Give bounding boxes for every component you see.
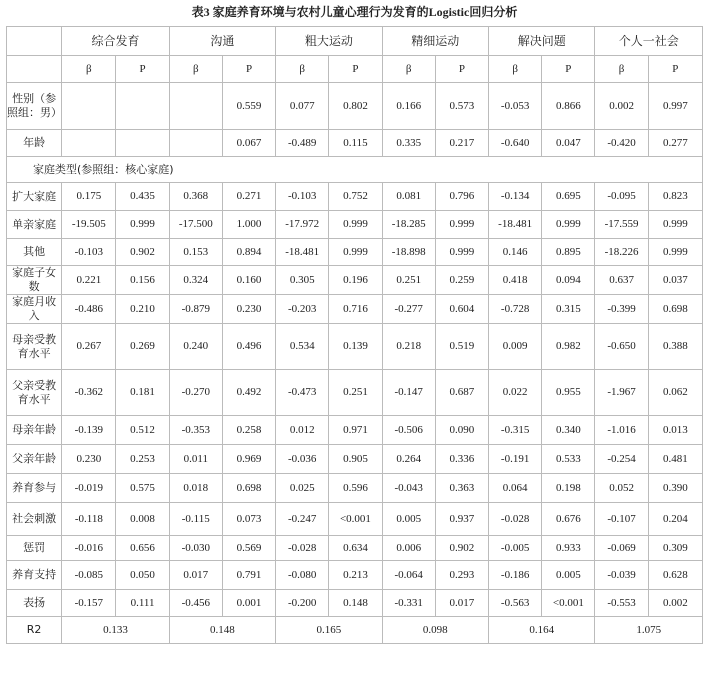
value-cell: 0.955 (542, 370, 595, 416)
value-cell: -0.203 (276, 295, 329, 324)
value-cell: -0.069 (595, 536, 648, 561)
value-cell: 0.230 (222, 295, 275, 324)
value-cell: -0.331 (382, 590, 435, 617)
value-cell (169, 130, 222, 157)
value-cell: <0.001 (329, 503, 382, 536)
value-cell: 0.390 (648, 474, 702, 503)
value-cell: 0.573 (435, 83, 488, 130)
value-cell: 0.534 (276, 324, 329, 370)
row-label: 养育参与 (7, 474, 62, 503)
value-cell: 0.999 (542, 211, 595, 239)
value-cell: 0.050 (116, 561, 169, 590)
value-cell: 0.081 (382, 183, 435, 211)
r2-value: 0.148 (169, 617, 275, 644)
value-cell: 0.698 (648, 295, 702, 324)
value-cell: 0.905 (329, 445, 382, 474)
table-row (7, 324, 703, 370)
row-label: 其他 (7, 239, 62, 266)
subheader-cell: β (62, 56, 116, 83)
value-cell: 0.269 (116, 324, 169, 370)
value-cell: -17.559 (595, 211, 648, 239)
value-cell: 0.315 (542, 295, 595, 324)
value-cell: 0.258 (222, 416, 275, 445)
value-cell: 0.895 (542, 239, 595, 266)
value-cell: 0.933 (542, 536, 595, 561)
value-cell: 0.253 (116, 445, 169, 474)
value-cell: -1.967 (595, 370, 648, 416)
subheader-cell: P (648, 56, 702, 83)
value-cell: -18.481 (489, 211, 542, 239)
value-cell: -0.103 (62, 239, 116, 266)
value-cell: 0.160 (222, 266, 275, 295)
value-cell: -0.134 (489, 183, 542, 211)
value-cell: -0.043 (382, 474, 435, 503)
value-cell: 0.006 (382, 536, 435, 561)
value-cell: 0.230 (62, 445, 116, 474)
value-cell: 0.791 (222, 561, 275, 590)
value-cell: -1.016 (595, 416, 648, 445)
value-cell: 0.496 (222, 324, 275, 370)
r2-value: 0.098 (382, 617, 488, 644)
value-cell: -0.506 (382, 416, 435, 445)
r2-value: 1.075 (595, 617, 703, 644)
table-row (7, 239, 703, 266)
subheader-cell: P (435, 56, 488, 83)
value-cell: 0.435 (116, 183, 169, 211)
r2-value: 0.164 (489, 617, 595, 644)
value-cell: 0.999 (116, 211, 169, 239)
value-cell: -0.277 (382, 295, 435, 324)
value-cell: -0.036 (276, 445, 329, 474)
value-cell: 0.139 (329, 324, 382, 370)
value-cell: -0.085 (62, 561, 116, 590)
value-cell: 0.628 (648, 561, 702, 590)
value-cell: 0.575 (116, 474, 169, 503)
row-label: 母亲年龄 (7, 416, 62, 445)
table-row (7, 474, 703, 503)
value-cell: -0.028 (276, 536, 329, 561)
value-cell: -19.505 (62, 211, 116, 239)
value-cell: 0.596 (329, 474, 382, 503)
regression-table (6, 26, 703, 644)
value-cell: -0.420 (595, 130, 648, 157)
table-row (7, 590, 703, 617)
value-cell: -0.186 (489, 561, 542, 590)
value-cell: 0.324 (169, 266, 222, 295)
value-cell: 0.363 (435, 474, 488, 503)
value-cell: -0.486 (62, 295, 116, 324)
value-cell: 0.115 (329, 130, 382, 157)
value-cell: -0.247 (276, 503, 329, 536)
table-row (7, 295, 703, 324)
table-row (7, 536, 703, 561)
group-header: 粗大运动 (276, 27, 382, 56)
value-cell: 0.695 (542, 183, 595, 211)
value-cell: -0.118 (62, 503, 116, 536)
table-row (7, 83, 703, 130)
value-cell: -0.728 (489, 295, 542, 324)
value-cell: 0.217 (435, 130, 488, 157)
subheader-cell: P (329, 56, 382, 83)
value-cell: 0.090 (435, 416, 488, 445)
value-cell: -0.640 (489, 130, 542, 157)
value-cell: -18.481 (276, 239, 329, 266)
value-cell: 0.077 (276, 83, 329, 130)
value-cell: 0.293 (435, 561, 488, 590)
subheader-cell: β (169, 56, 222, 83)
value-cell: 0.634 (329, 536, 382, 561)
section-label: 家庭类型(参照组：核心家庭) (7, 157, 703, 183)
value-cell: 0.309 (648, 536, 702, 561)
value-cell: 0.937 (435, 503, 488, 536)
value-cell: 0.902 (116, 239, 169, 266)
section-row (7, 157, 703, 183)
group-header: 解决问题 (489, 27, 595, 56)
value-cell: 0.005 (542, 561, 595, 590)
value-cell: 0.752 (329, 183, 382, 211)
r2-label: R2 (7, 617, 62, 644)
row-label: 性别（参照组：男） (7, 83, 62, 130)
subheader-cell: β (276, 56, 329, 83)
row-label: 年龄 (7, 130, 62, 157)
row-label: 社会刺激 (7, 503, 62, 536)
row-label: 母亲受教育水平 (7, 324, 62, 370)
value-cell: 0.153 (169, 239, 222, 266)
value-cell: 0.073 (222, 503, 275, 536)
value-cell: 0.005 (382, 503, 435, 536)
value-cell: 0.687 (435, 370, 488, 416)
value-cell: 0.982 (542, 324, 595, 370)
value-cell: 0.240 (169, 324, 222, 370)
value-cell: 0.213 (329, 561, 382, 590)
value-cell: 0.368 (169, 183, 222, 211)
value-cell: 0.492 (222, 370, 275, 416)
value-cell: 0.166 (382, 83, 435, 130)
value-cell: 0.999 (329, 239, 382, 266)
value-cell: 0.866 (542, 83, 595, 130)
value-cell: -0.147 (382, 370, 435, 416)
value-cell: -0.473 (276, 370, 329, 416)
value-cell: 0.018 (169, 474, 222, 503)
value-cell: -0.553 (595, 590, 648, 617)
value-cell: 0.512 (116, 416, 169, 445)
table-row (7, 416, 703, 445)
value-cell: 0.533 (542, 445, 595, 474)
value-cell (169, 83, 222, 130)
corner-cell (7, 56, 62, 83)
value-cell: 0.221 (62, 266, 116, 295)
value-cell: -0.270 (169, 370, 222, 416)
value-cell: 0.196 (329, 266, 382, 295)
value-cell: -17.972 (276, 211, 329, 239)
value-cell: 0.251 (329, 370, 382, 416)
subheader-cell: P (116, 56, 169, 83)
value-cell: 0.418 (489, 266, 542, 295)
value-cell: 0.146 (489, 239, 542, 266)
row-label: 父亲年龄 (7, 445, 62, 474)
value-cell: <0.001 (542, 590, 595, 617)
value-cell: 0.637 (595, 266, 648, 295)
value-cell: -0.053 (489, 83, 542, 130)
value-cell: 0.796 (435, 183, 488, 211)
value-cell: 0.997 (648, 83, 702, 130)
value-cell: 0.604 (435, 295, 488, 324)
value-cell: 0.002 (648, 590, 702, 617)
table-row (7, 130, 703, 157)
value-cell: 0.271 (222, 183, 275, 211)
group-header: 综合发育 (62, 27, 169, 56)
value-cell: -0.315 (489, 416, 542, 445)
value-cell: -0.353 (169, 416, 222, 445)
value-cell: 0.559 (222, 83, 275, 130)
value-cell: -17.500 (169, 211, 222, 239)
value-cell: 0.999 (435, 211, 488, 239)
subheader-cell: P (222, 56, 275, 83)
row-label: 扩大家庭 (7, 183, 62, 211)
row-label: 表扬 (7, 590, 62, 617)
value-cell: 0.656 (116, 536, 169, 561)
value-cell: 0.001 (222, 590, 275, 617)
table-row (7, 211, 703, 239)
value-cell: 0.894 (222, 239, 275, 266)
value-cell: -0.005 (489, 536, 542, 561)
value-cell: 0.204 (648, 503, 702, 536)
value-cell: 0.277 (648, 130, 702, 157)
value-cell: -0.030 (169, 536, 222, 561)
value-cell: 0.999 (435, 239, 488, 266)
value-cell: -0.080 (276, 561, 329, 590)
value-cell: 0.823 (648, 183, 702, 211)
value-cell: 0.052 (595, 474, 648, 503)
row-label: 家庭子女数 (7, 266, 62, 295)
row-label: 父亲受教育水平 (7, 370, 62, 416)
value-cell: 0.519 (435, 324, 488, 370)
value-cell: 0.062 (648, 370, 702, 416)
subheader-cell: β (595, 56, 648, 83)
value-cell: 0.012 (276, 416, 329, 445)
value-cell: 0.148 (329, 590, 382, 617)
value-cell: 0.156 (116, 266, 169, 295)
subheader-row (7, 56, 703, 83)
value-cell: -0.095 (595, 183, 648, 211)
r2-row (7, 617, 703, 644)
value-cell: 0.047 (542, 130, 595, 157)
value-cell: 0.999 (648, 239, 702, 266)
value-cell: 0.251 (382, 266, 435, 295)
table-row (7, 445, 703, 474)
value-cell: 0.025 (276, 474, 329, 503)
value-cell: -0.139 (62, 416, 116, 445)
value-cell: 0.181 (116, 370, 169, 416)
table-row (7, 503, 703, 536)
value-cell: 0.264 (382, 445, 435, 474)
value-cell: 0.388 (648, 324, 702, 370)
value-cell: -0.016 (62, 536, 116, 561)
value-cell: 0.698 (222, 474, 275, 503)
r2-value: 0.133 (62, 617, 169, 644)
value-cell: 0.218 (382, 324, 435, 370)
value-cell: -0.399 (595, 295, 648, 324)
value-cell (62, 130, 116, 157)
value-cell: 0.013 (648, 416, 702, 445)
value-cell: -0.107 (595, 503, 648, 536)
value-cell: 0.037 (648, 266, 702, 295)
value-cell: -0.362 (62, 370, 116, 416)
value-cell: 0.002 (595, 83, 648, 130)
row-label: 惩罚 (7, 536, 62, 561)
value-cell: 0.064 (489, 474, 542, 503)
subheader-cell: P (542, 56, 595, 83)
value-cell: 0.999 (648, 211, 702, 239)
subheader-cell: β (489, 56, 542, 83)
value-cell: 0.067 (222, 130, 275, 157)
value-cell: 0.340 (542, 416, 595, 445)
table-row (7, 370, 703, 416)
value-cell: 0.999 (329, 211, 382, 239)
value-cell: -0.489 (276, 130, 329, 157)
value-cell: 0.902 (435, 536, 488, 561)
group-header: 个人一社会 (595, 27, 703, 56)
value-cell: 0.022 (489, 370, 542, 416)
value-cell: 0.008 (116, 503, 169, 536)
value-cell: 0.569 (222, 536, 275, 561)
value-cell: -0.103 (276, 183, 329, 211)
value-cell: -0.028 (489, 503, 542, 536)
value-cell: -18.285 (382, 211, 435, 239)
value-cell: -0.191 (489, 445, 542, 474)
value-cell: 0.011 (169, 445, 222, 474)
value-cell: -0.019 (62, 474, 116, 503)
value-cell: 0.716 (329, 295, 382, 324)
value-cell (116, 130, 169, 157)
value-cell: 0.305 (276, 266, 329, 295)
value-cell: 0.802 (329, 83, 382, 130)
value-cell: 0.481 (648, 445, 702, 474)
value-cell: -18.226 (595, 239, 648, 266)
value-cell: 0.175 (62, 183, 116, 211)
value-cell: -18.898 (382, 239, 435, 266)
table-title: 表3 家庭养育环境与农村儿童心理行为发育的Logistic回归分析 (191, 5, 518, 19)
value-cell: -0.157 (62, 590, 116, 617)
value-cell: 0.111 (116, 590, 169, 617)
corner-cell (7, 27, 62, 56)
value-cell: 0.267 (62, 324, 116, 370)
value-cell: -0.563 (489, 590, 542, 617)
value-cell (62, 83, 116, 130)
row-label: 单亲家庭 (7, 211, 62, 239)
value-cell: -0.254 (595, 445, 648, 474)
value-cell: 0.210 (116, 295, 169, 324)
value-cell: 0.336 (435, 445, 488, 474)
row-label: 养育支持 (7, 561, 62, 590)
value-cell: 0.969 (222, 445, 275, 474)
table-row (7, 266, 703, 295)
value-cell: 0.094 (542, 266, 595, 295)
value-cell: -0.039 (595, 561, 648, 590)
value-cell: 0.259 (435, 266, 488, 295)
value-cell: 0.017 (169, 561, 222, 590)
group-header-row (7, 27, 703, 56)
value-cell: -0.650 (595, 324, 648, 370)
value-cell: 0.017 (435, 590, 488, 617)
value-cell: 0.009 (489, 324, 542, 370)
group-header: 沟通 (169, 27, 275, 56)
value-cell: 0.198 (542, 474, 595, 503)
row-label: 家庭月收入 (7, 295, 62, 324)
value-cell: -0.456 (169, 590, 222, 617)
value-cell: -0.879 (169, 295, 222, 324)
r2-value: 0.165 (276, 617, 382, 644)
table-row (7, 561, 703, 590)
subheader-cell: β (382, 56, 435, 83)
value-cell: 0.335 (382, 130, 435, 157)
group-header: 精细运动 (382, 27, 488, 56)
value-cell: -0.115 (169, 503, 222, 536)
table-row (7, 183, 703, 211)
value-cell: 0.676 (542, 503, 595, 536)
value-cell: 0.971 (329, 416, 382, 445)
value-cell: 1.000 (222, 211, 275, 239)
value-cell: -0.200 (276, 590, 329, 617)
value-cell: -0.064 (382, 561, 435, 590)
value-cell (116, 83, 169, 130)
